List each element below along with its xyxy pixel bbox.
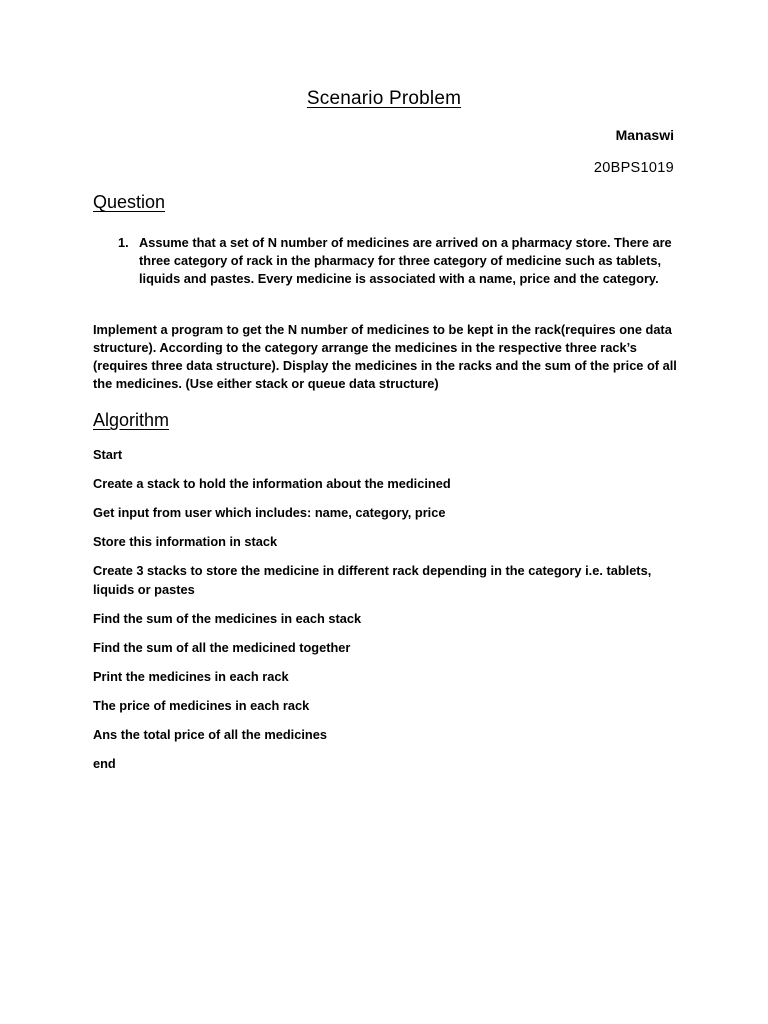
author-name: Manaswi [615,127,674,143]
question-item-text: Assume that a set of N number of medicines are arrived on a pharmacy store. There are three category of rack in the pharmacy for three category of medicine such as tablets, liquids and pastes. Every medicine is associated with a name, price and the category. [139,235,672,286]
algorithm-step: Create a stack to hold the information about the medicined [93,476,451,491]
algorithm-step: Find the sum of the medicines in each stack [93,611,362,626]
question-item-number: 1. [118,235,129,250]
algorithm-steps [93,445,683,783]
question-item [118,234,683,288]
question-paragraph: Implement a program to get the N number of medicines to be kept in the rack(requires one data structure). According to the category arrange the medicines in the respective three rack’s (requires three data structure). Display the medicines in the racks and the sum of the price of all the medicines. (Use either stack or queue data structure) [93,322,677,391]
question-heading: Question [93,192,166,212]
algorithm-step: Get input from user which includes: name, category, price [93,505,446,520]
algorithm-step: Find the sum of all the medicined together [93,640,351,655]
algorithm-step: Ans the total price of all the medicines [93,727,327,742]
algorithm-heading: Algorithm [93,410,170,430]
roll-number: 20BPS1019 [593,160,674,176]
page-title: Scenario Problem [306,88,462,109]
algorithm-step: The price of medicines in each rack [93,698,310,713]
algorithm-step: Create 3 stacks to store the medicine in different rack depending in the category i.e. tablets, liquids or pastes [93,563,652,597]
algorithm-step: Store this information in stack [93,534,278,549]
algorithm-step: Start [93,447,123,462]
algorithm-step: end [93,756,116,771]
algorithm-step: Print the medicines in each rack [93,669,289,684]
